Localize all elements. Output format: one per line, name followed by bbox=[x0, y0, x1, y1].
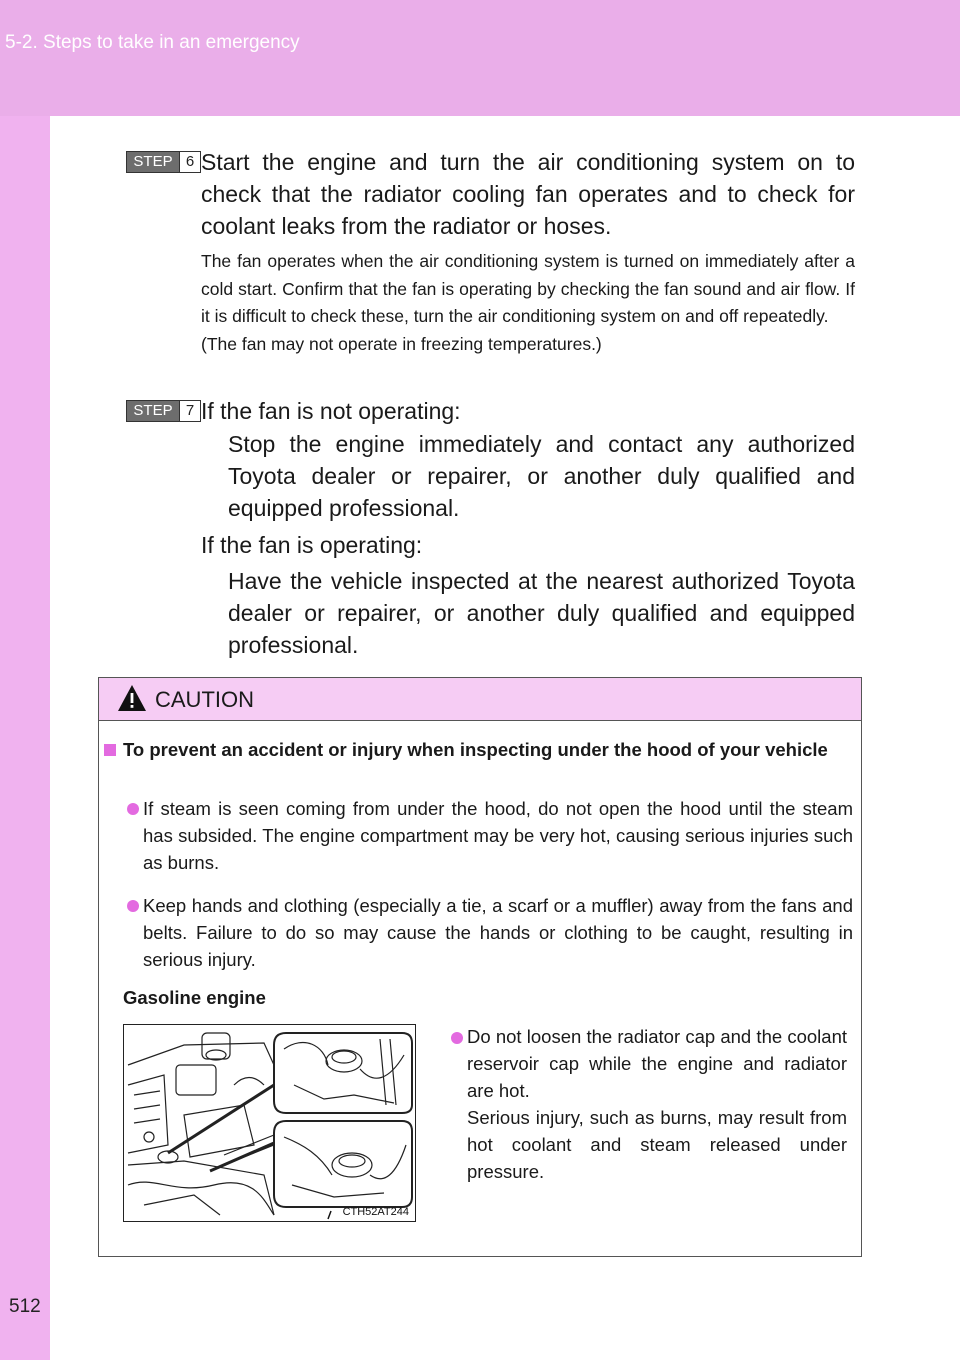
step-6-badge bbox=[126, 151, 201, 173]
step-badge-word: STEP bbox=[127, 401, 179, 421]
caution-bullet: If steam is seen coming from under the hood, do not open the hood until the steam has subsided. The engine compartment may be very hot, causing serious injuries such as burns. bbox=[143, 798, 853, 873]
step-7-case1-text: Stop the engine immediately and contact any authorized Toyota dealer or repairer, or another duly qualified and equipped professional. bbox=[228, 431, 855, 521]
round-bullet-icon bbox=[451, 1032, 463, 1044]
step-6-note bbox=[201, 248, 855, 358]
figure-code: CTH52AT244 bbox=[342, 1206, 409, 1218]
step-6-note-line: The fan operates when the air conditioning system is turned on immediately after a cold start. Confirm that the fan is operating by checking the fan sound and air flow. If it is difficult to check these, turn the air conditioning system on and off repeatedly. bbox=[201, 251, 855, 326]
warning-triangle-icon bbox=[117, 684, 147, 712]
page-header bbox=[0, 0, 960, 116]
step-7-badge bbox=[126, 400, 201, 422]
step-7-case2-label: If the fan is operating: bbox=[201, 532, 423, 558]
section-title: 5-2. Steps to take in an emergency bbox=[5, 32, 300, 53]
caution-header bbox=[99, 678, 861, 721]
figure-caption-warning: Do not loosen the radiator cap and the coolant reservoir cap while the engine and radiator are hot. bbox=[467, 1026, 847, 1101]
step-6-text: Start the engine and turn the air conditioning system on to check that the radiator cooling fan operates and to check for coolant leaks from the radiator or hoses. bbox=[201, 149, 855, 239]
caution-bullet: Keep hands and clothing (especially a tie, a scarf or a muffler) away from the fans and belts. Failure to do so may cause the hands or clothing to be caught, resulting in serious injury. bbox=[143, 895, 853, 970]
caution-heading: To prevent an accident or injury when inspecting under the hood of your vehicle bbox=[123, 739, 828, 760]
square-bullet-icon bbox=[104, 744, 116, 756]
engine-bay-illustration bbox=[123, 1024, 416, 1222]
caution-subheading: Gasoline engine bbox=[123, 987, 266, 1008]
step-7-case1-label: If the fan is not operating: bbox=[201, 398, 461, 424]
step-6-note-line: (The fan may not operate in freezing temperatures.) bbox=[201, 333, 602, 354]
step-7-case2-text: Have the vehicle inspected at the nearest authorized Toyota dealer or repairer, or another duly qualified and equipped professional. bbox=[228, 568, 855, 658]
step-badge-number: 6 bbox=[179, 152, 200, 172]
page-number: 512 bbox=[9, 1296, 41, 1317]
round-bullet-icon bbox=[127, 803, 139, 815]
round-bullet-icon bbox=[127, 900, 139, 912]
step-badge-word: STEP bbox=[127, 152, 179, 172]
side-tab-bar bbox=[0, 116, 50, 1360]
engine-drawing-icon bbox=[124, 1025, 415, 1221]
caution-title: CAUTION bbox=[155, 687, 254, 712]
figure-caption-danger: Serious injury, such as burns, may result from hot coolant and steam released under pressure. bbox=[467, 1107, 847, 1182]
step-badge-number: 7 bbox=[179, 401, 200, 421]
